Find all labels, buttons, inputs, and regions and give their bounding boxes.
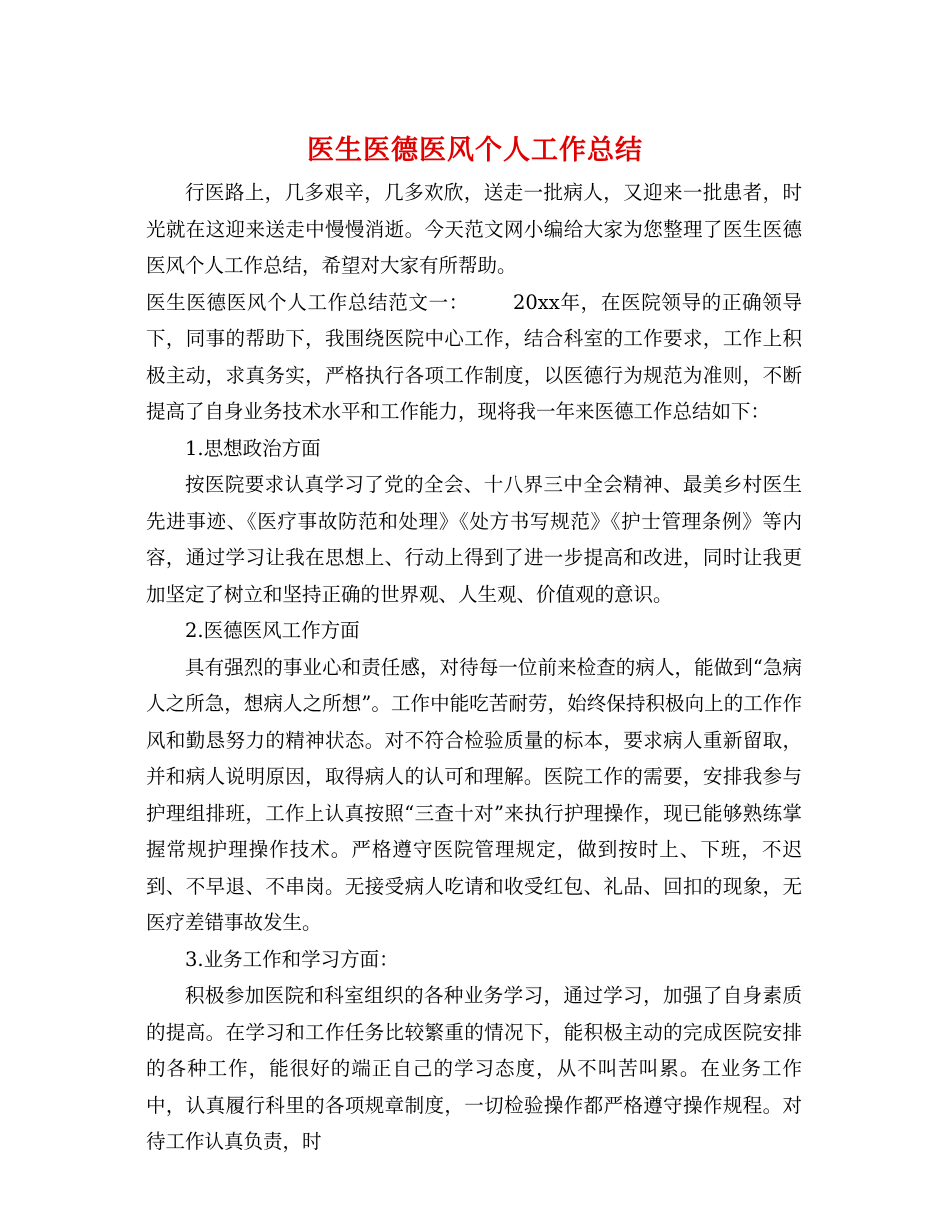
sample-label: 医生医德医风个人工作总结范文一： <box>146 290 469 314</box>
sample-opening: 20xx年，在医院领导的正确领导下，同事的帮助下，我围绕医院中心工作，结合科室的工作要求，工作上积极主动，求真务实，严格执行各项工作制度，以医德行为规范为准则，不断提高了自身业务技术水平和工作能力，现将我一年来医德工作总结如下： <box>146 290 802 423</box>
sample-paragraph <box>146 285 802 431</box>
section-heading: 1.思想政治方面 <box>185 436 321 460</box>
intro-paragraph: 行医路上，几多艰辛，几多欢欣，送走一批病人，又迎来一批患者，时光就在这迎来送走中慢慢消逝。今天范文网小编给大家为您整理了医生医德医风个人工作总结，希望对大家有所帮助。 <box>146 181 802 277</box>
section-paragraph: 按医院要求认真学习了党的全会、十八界三中全会精神、最美乡村医生先进事迹、《医疗事故防范和处理》《处方书写规范》《护士管理条例》等内容，通过学习让我在思想上、行动上得到了进一步提高和改进，同时让我更加坚定了树立和坚持正确的世界观、人生观、价值观的意识。 <box>146 473 802 606</box>
section-heading: 2.医德医风工作方面 <box>185 619 360 642</box>
document-title: 医生医德医风个人工作总结 <box>307 135 643 166</box>
section-paragraph: 积极参加医院和科室组织的各种业务学习，通过学习，加强了自身素质的提高。在学习和工作任务比较繁重的情况下，能积极主动的完成医院安排的各种工作，能很好的端正自己的学习态度，从不叫苦叫累。在业务工作中，认真履行科里的各项规章制度，一切检验操作都严格遵守操作规程。对待工作认真负责，时 <box>146 984 802 1153</box>
section-heading: 3.业务工作和学习方面： <box>185 947 399 971</box>
document-body <box>146 175 802 1161</box>
section-paragraph: 具有强烈的事业心和责任感，对待每一位前来检查的病人，能做到“急病人之所急，想病人之所想”。工作中能吃苦耐劳，始终保持积极向上的工作作风和勤恳努力的精神状态。对不符合检验质量的标本，要求病人重新留取，并和病人说明原因，取得病人的认可和理解。医院工作的需要，安排我参与护理组排班，工作上认真按照“三查十对”来执行护理操作，现已能够熟练掌握常规护理操作技术。严格遵守医院管理规定，做到按时上、下班，不迟到、不早退、不串岗。无接受病人吃请和收受红包、礼品、回扣的现象，无医疗差错事故发生。 <box>146 655 802 934</box>
